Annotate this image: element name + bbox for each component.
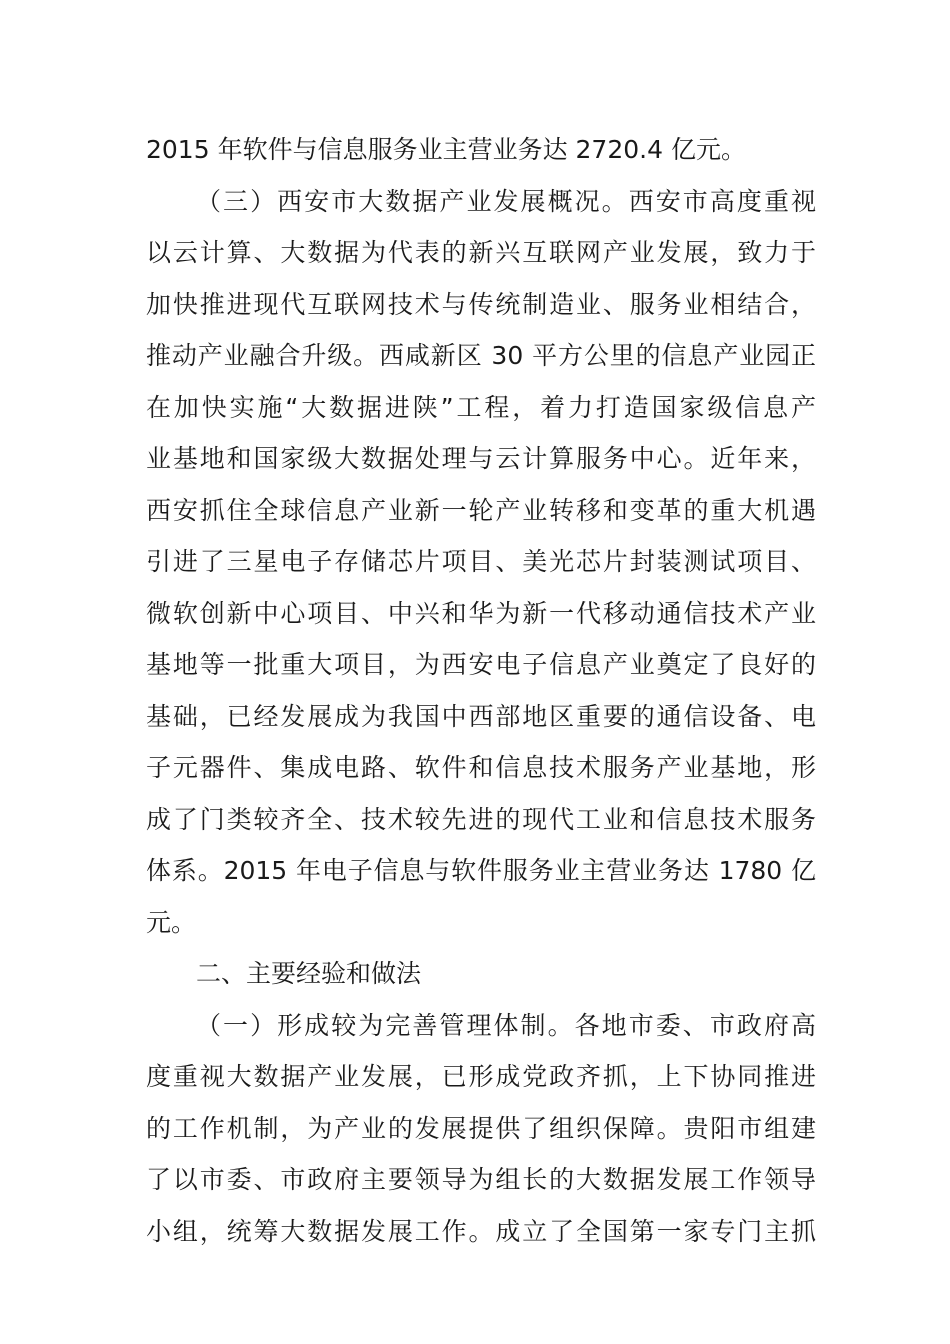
text-line: 在加快实施“大数据进陕”工程，着力打造国家级信息产 [146, 392, 816, 422]
text-line: 成了门类较齐全、技术较先进的现代工业和信息技术服务 [146, 804, 816, 834]
text-line: 二、主要经验和做法 [196, 959, 422, 988]
text-line: 元。 [146, 907, 197, 937]
text-line: （一）形成较为完善管理体制。各地市委、市政府高 [196, 1010, 816, 1040]
text-line: 小组，统筹大数据发展工作。成立了全国第一家专门主抓 [146, 1216, 816, 1246]
text-line: （三）西安市大数据产业发展概况。西安市高度重视 [196, 186, 816, 216]
text-line: 引进了三星电子存储芯片项目、美光芯片封装测试项目、 [146, 547, 816, 576]
text-line: 加快推进现代互联网技术与传统制造业、服务业相结合， [146, 289, 816, 319]
text-line: 推动产业融合升级。西咸新区 30 平方公里的信息产业园正 [146, 341, 816, 370]
text-line: 基地等一批重大项目，为西安电子信息产业奠定了良好的 [146, 650, 816, 679]
text-line: 微软创新中心项目、中兴和华为新一代移动通信技术产业 [146, 598, 816, 628]
text-line: 2015 年软件与信息服务业主营业务达 2720.4 亿元。 [146, 135, 746, 164]
text-line: 体系。2015 年电子信息与软件服务业主营业务达 1780 亿 [146, 856, 816, 885]
text-line: 的工作机制，为产业的发展提供了组织保障。贵阳市组建 [146, 1113, 816, 1143]
text-line: 基础，已经发展成为我国中西部地区重要的通信设备、电 [146, 701, 816, 731]
text-line: 业基地和国家级大数据处理与云计算服务中心。近年来， [146, 444, 816, 473]
text-line: 了以市委、市政府主要领导为组长的大数据发展工作领导 [146, 1165, 816, 1194]
text-line: 度重视大数据产业发展，已形成党政齐抓，上下协同推进 [146, 1062, 816, 1091]
text-line: 西安抓住全球信息产业新一轮产业转移和变革的重大机遇 [146, 495, 816, 525]
text-line: 子元器件、集成电路、软件和信息技术服务产业基地，形 [146, 753, 816, 782]
text-line: 以云计算、大数据为代表的新兴互联网产业发展，致力于 [146, 238, 816, 267]
body-text [146, 124, 816, 1257]
